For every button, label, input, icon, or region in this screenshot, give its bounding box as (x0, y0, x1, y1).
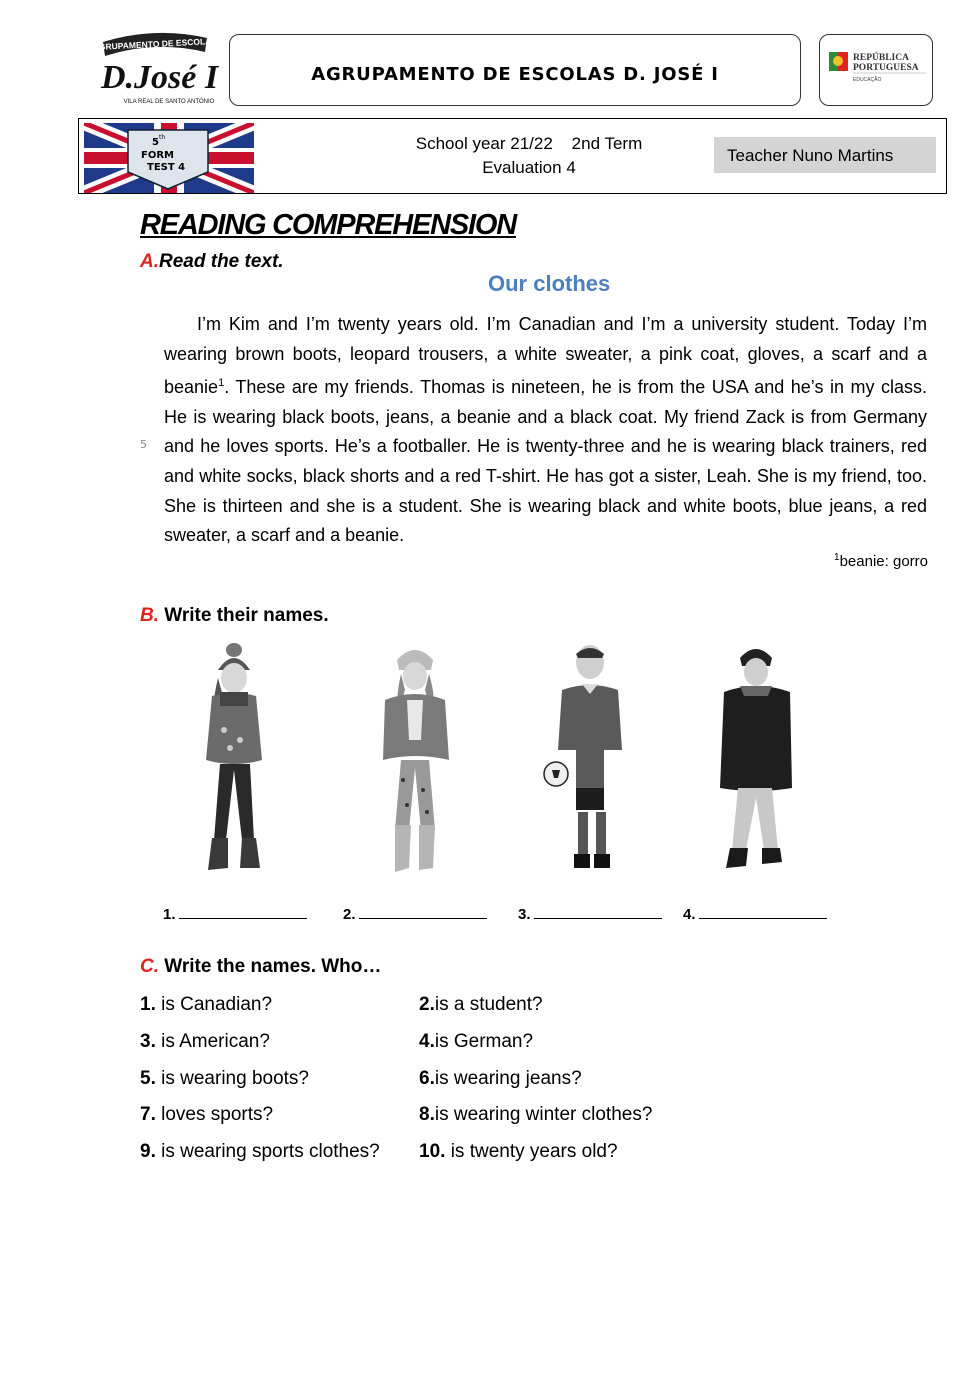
blank-num-2: 2. (343, 906, 356, 923)
section-b-text: Write their names. (164, 605, 329, 626)
question-1: 1. is Canadian? (140, 994, 273, 1015)
republica-line3: EDUCAÇÃO (853, 77, 882, 83)
question-10: 10. is twenty years old? (419, 1141, 618, 1162)
answer-blank-3[interactable] (518, 904, 662, 923)
section-a-letter: A. (140, 251, 159, 272)
republica-portuguesa-logo (819, 34, 933, 106)
badge-form: FORM (141, 150, 174, 161)
section-c-letter: C. (140, 956, 159, 977)
logo-sub: VILA REAL DE SANTO ANTÓNIO (123, 99, 215, 105)
footnote-text: beanie: gorro (839, 553, 928, 570)
answer-blank-1[interactable] (163, 904, 307, 923)
school-name-box (229, 34, 801, 106)
page-title: READING COMPREHENSION (140, 209, 516, 241)
school-year: School year 21/22 2nd Term (415, 134, 643, 153)
story-part2: . These are my friends. Thomas is nineteen, he is from the USA and he’s in my class. He is wearing black boots, jeans, a beanie and a black coat. My friend Zack is from Germany and he loves sports. He’s a footballer. He is twenty-three and he is wearing black trainers, red and white socks, black shorts and a red T-shirt. He has got a sister, Leah. She is my friend, too. She is thirteen and she is a student. She is wearing black and white boots, blue jeans, a red sweater, a scarf and a beanie. (164, 377, 927, 546)
blank-num-3: 3. (518, 906, 531, 923)
badge-grade: 5 (152, 137, 159, 148)
section-a-heading (140, 251, 284, 273)
republica-line1: REPÚBLICA (853, 53, 909, 63)
question-6: 6.is wearing jeans? (419, 1068, 582, 1089)
question-7: 7. loves sports? (140, 1104, 274, 1125)
section-c-text: Write the names. Who… (164, 956, 382, 977)
footnote-mark: 1 (834, 552, 840, 563)
logo-line1: AGRUPAMENTO DE ESCOLAS (95, 35, 218, 53)
badge-test: TEST 4 (147, 162, 186, 173)
republica-line2: PORTUGUESA (853, 63, 919, 73)
blank-num-1: 1. (163, 906, 176, 923)
school-logo (95, 30, 220, 108)
section-b-letter: B. (140, 605, 159, 626)
line-number: 5 (140, 438, 147, 451)
question-3: 3. is American? (140, 1031, 270, 1052)
footnote (700, 552, 928, 570)
section-a-text: Read the text. (159, 251, 284, 272)
question-2: 2.is a student? (419, 994, 543, 1015)
school-year-block (380, 132, 678, 180)
evaluation: Evaluation 4 (482, 158, 576, 177)
story-title: Our clothes (488, 271, 611, 296)
school-name: AGRUPAMENTO DE ESCOLAS D. JOSÉ I (311, 63, 719, 85)
person-photo-1 (190, 640, 280, 889)
question-5: 5. is wearing boots? (140, 1068, 310, 1089)
person-photo-4 (710, 640, 800, 889)
logo-main: D.José I (101, 59, 219, 96)
badge-sup: th (159, 134, 166, 141)
sphere-icon (833, 56, 843, 66)
section-b-heading (140, 605, 329, 627)
answer-blank-2[interactable] (343, 904, 487, 923)
uk-flag-badge (84, 123, 254, 193)
question-4: 4.is German? (419, 1031, 534, 1052)
person-photo-2 (365, 640, 465, 889)
answer-blank-4[interactable] (683, 904, 827, 923)
blank-num-4: 4. (683, 906, 696, 923)
question-9: 9. is wearing sports clothes? (140, 1141, 380, 1162)
section-c-heading (140, 956, 381, 978)
story-text (164, 310, 927, 551)
person-photo-3 (538, 640, 638, 889)
story-footnote-mark: 1 (218, 377, 225, 390)
question-8: 8.is wearing winter clothes? (419, 1104, 653, 1125)
story-part1: I’m Kim and I’m twenty years old. I’m Canadian and I’m a university student. Today I’m wearing brown boots, leopard trousers, a white sweater, a pink coat, gloves, a scarf and a beanie (164, 314, 927, 398)
teacher-label: Teacher Nuno Martins (714, 137, 936, 173)
